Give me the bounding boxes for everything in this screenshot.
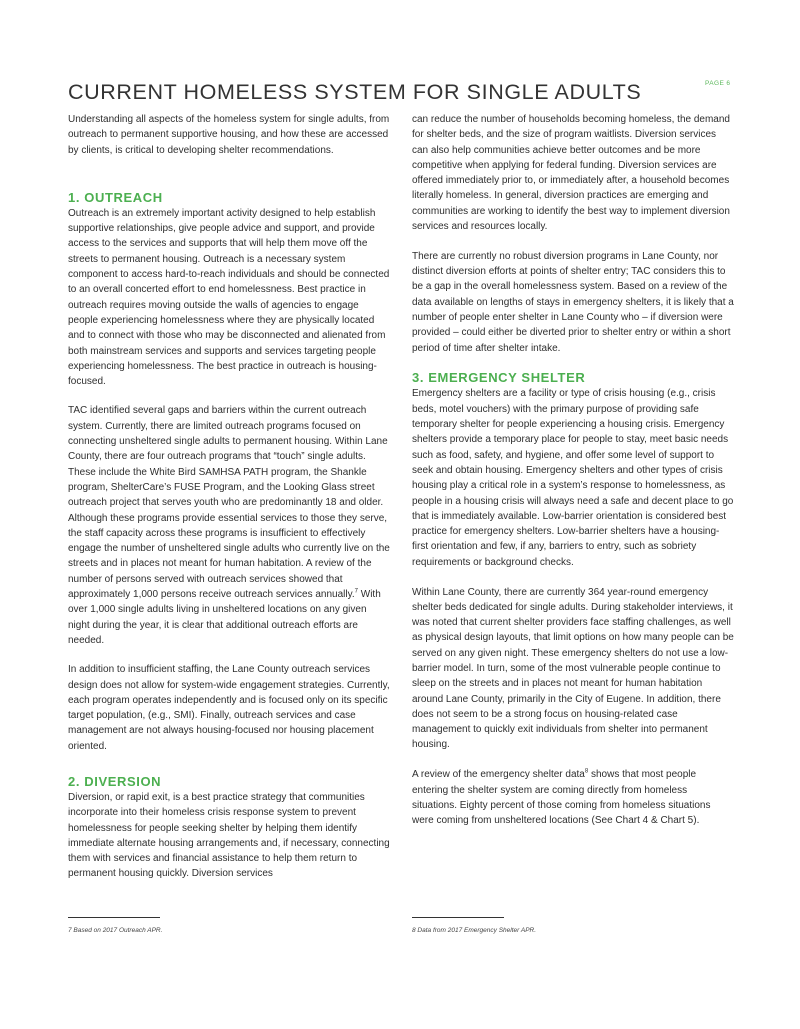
diversion-heading: 2. DIVERSION: [68, 773, 162, 789]
emergency-paragraph-1: Emergency shelters are a facility or type of crisis housing (e.g., crisis beds, motel vouchers) with the primary purpose of providing safe temporary shelter for people experiencing a housing crisis. Emergency shelters provide a temporary place for people to stay, meet basic needs such as food, safety, and hygiene, and offer some level of support to seek and obtain housing. Emergency shelters and other types of crisis housing play a critical role in a system’s response to homelessness, as people in a housing crisis will always need a safe and decent place to go that is immediately available. Low-barrier orientation is considered best practice for emergency shelters. Low-barrier shelters have a housing-first orientation and few, if any, barriers to entry, such as sobriety requirements or background checks.: [412, 388, 734, 568]
outreach-paragraph-3: In addition to insufficient staffing, the Lane County outreach services design does not allow for system-wide engagement strategies. Currently, each program operates independently and is focused only on its specific target population, (e.g., SMI). Finally, outreach services and case management are not always housing-focused nor housing placement oriented.: [68, 664, 390, 752]
page-number: PAGE 6: [705, 80, 731, 87]
outreach-heading: 1. OUTREACH: [68, 189, 163, 205]
footnote-ref-7: 7: [354, 588, 358, 595]
footnote-ref-8: 8: [584, 768, 589, 775]
diversion-paragraph-1-continued: can reduce the number of households becoming homeless, the demand for shelter beds, and the size of program waitlists. Diversion services can also help communities achieve better outcomes and be more competitive when applying for federal funding. Diversion services are offered immediately prior to, or immediately after, a household becomes literally homeless. In general, diversion practices are emerging and communities are working to identify the best way to implement diversion services and resources locally.: [412, 114, 730, 233]
outreach-paragraph-1: Outreach is an extremely important activity designed to help establish supportive relationships, give people advice and support, and provide access to the services and supports that will help them move off the streets to permanent housing. Outreach is a necessary system component to access hard-to-reach individuals and should be connected to an overall concerted effort to end homelessness. Best practice in outreach requires moving outside the walls of agencies to engage people experiencing homelessness where they are physically located and to connect with those who may be disconnected and alienated from both mainstream services and supports and services targeting people experiencing homelessness. The best practice in outreach is housing-focused.: [68, 207, 390, 388]
diversion-paragraph-1: Diversion, or rapid exit, is a best practice strategy that communities incorporate into their homeless crisis response system to prevent homelessness for people seeking shelter by helping them identify immediate alternate housing arrangements and, if necessary, connecting them with services and financial assistance to help them return to permanent housing quickly. Diversion services: [68, 791, 390, 880]
footnote-7: 7 Based on 2017 Outreach APR.: [68, 927, 163, 934]
left-column: [68, 112, 390, 896]
emergency-paragraph-2: Within Lane County, there are currently 364 year-round emergency shelter beds dedicated for single adults. During stakeholder interviews, it was noted that current shelter providers face staffing challenges, as well as physical design layouts, that limit options on how many people can be served on any given night. These emergency shelters do not use a low-barrier model. In turn, some of the most vulnerable people continue to sleep on the streets and in places not meant for human habitation around Lane County, primarily in the City of Eugene. In addition, there does not seem to be a strong focus on housing-related case management to quickly exit individuals from shelter into permanent housing.: [412, 586, 734, 751]
footnote-divider-left: [68, 917, 160, 918]
footnote-divider-right: [412, 917, 504, 918]
emergency-paragraph-3: A review of the emergency shelter data$^8$ shows that most people entering the shelter system are coming directly from homeless situations. Eighty percent of those coming from homeless situations were coming from unsheltered locations (See Chart 4 & Chart 5).: [412, 768, 711, 827]
footnote-8: 8 Data from 2017 Emergency Shelter APR.: [412, 927, 537, 934]
outreach-paragraph-2: TAC identified several gaps and barriers within the current outreach system. Currently, there are limited outreach programs focused on connecting unsheltered single adults to permanent housing. Within Lane County, there are four outreach programs that “touch” single adults. These include the White Bird SAMHSA PATH program, the Shankle program, ShelterCare’s FUSE Program, and the Looking Glass street outreach project that serves youth who are predominantly 18 and older. Although these programs provide essential services to those they serve, the staff capacity across these programs is insufficient to effectively engage the number of unsheltered single adults who currently live on the streets and in places not meant for human habitation. A review of the number of persons served with outreach services showed that approximately 1,000 persons receive outreach services annually.$^7$ With over 1,000 single adults living in unsheltered locations on any given night during the year, it is clear that additional outreach efforts are needed.: [68, 405, 390, 646]
emergency-shelter-heading: 3. EMERGENCY SHELTER: [412, 370, 586, 386]
page-title: CURRENT HOMELESS SYSTEM FOR SINGLE ADULTS: [68, 80, 642, 104]
diversion-paragraph-2: There are currently no robust diversion programs in Lane County, nor distinct diversion efforts at points of shelter entry; TAC considers this to be a gap in the overall homelessness system. Based on a review of the data available on lengths of stays in emergency shelters, it is likely that a number of people enter shelter in Lane County who – if diversion were provided – could either be diverted prior to shelter entry or within a short period of time after shelter intake.: [412, 250, 734, 354]
right-column: [412, 112, 734, 843]
intro-paragraph: Understanding all aspects of the homeless system for single adults, from outreach to permanent supportive housing, and how these are accessed by clients, is critical to developing shelter recommendations.: [68, 114, 390, 156]
